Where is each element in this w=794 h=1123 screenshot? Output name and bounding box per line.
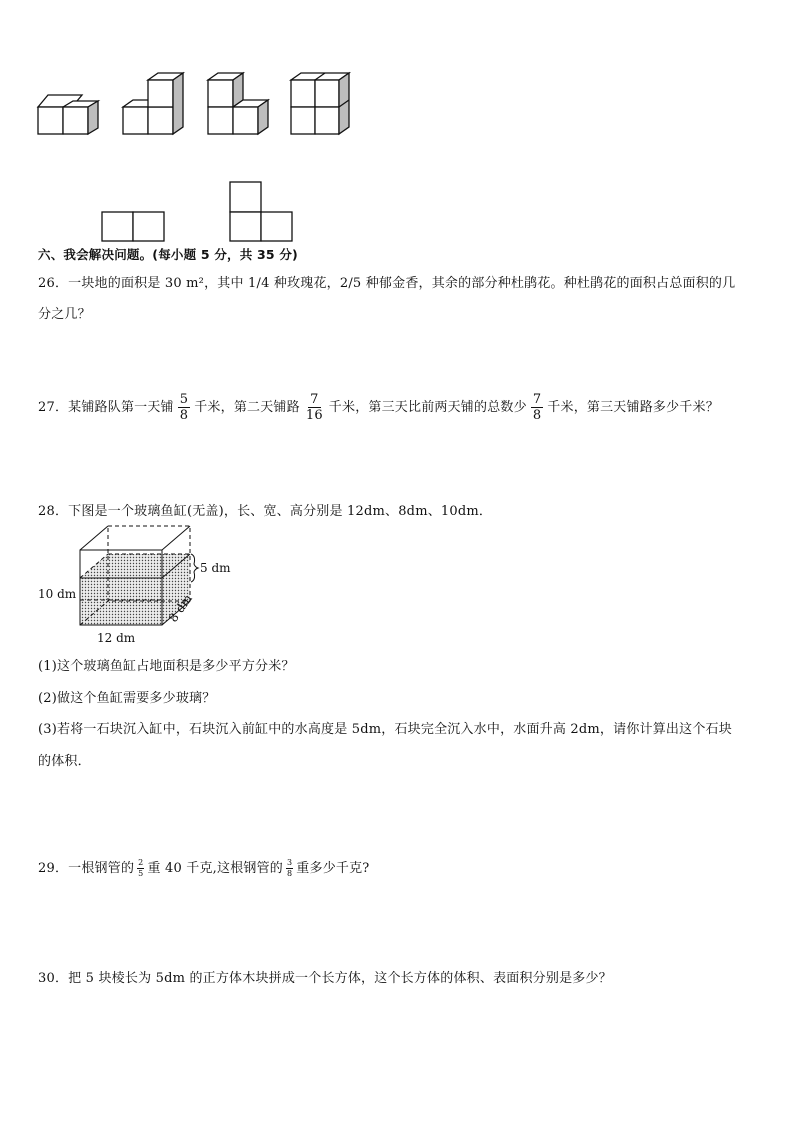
q29-text-2: 重 40 千克,这根钢管的 — [147, 861, 283, 876]
question-28-sub1: (1)这个玻璃鱼缸占地面积是多少平方分米？ — [38, 659, 295, 674]
question-28-sub2: (2)做这个鱼缸需要多少玻璃？ — [38, 691, 216, 706]
q29-text-1: 29．一根钢管的 — [38, 861, 135, 876]
q29-fraction-1: $\frac{2}{5}$ — [138, 858, 144, 878]
cube-figure-b — [123, 73, 183, 134]
q29-text-3: 重多少千克? — [296, 861, 370, 876]
label-width: 8 dm — [165, 591, 195, 625]
section-header: 六、我会解决问题。(每小题 5 分，共 35 分) — [38, 247, 298, 262]
question-26-line1: 26．一块地的面积是 30 m²，其中 1/4 种玫瑰花，2/5 种郁金香，其余的部分种杜鹃花。种杜鹃花的面积占总面积的几 — [38, 276, 736, 291]
label-height: 10 dm — [38, 587, 77, 601]
question-28-intro: 28．下图是一个玻璃鱼缸(无盖)，长、宽、高分别是 12dm、8dm、10dm． — [38, 504, 493, 519]
q27-fraction-3: $\frac{7}{8}$ — [532, 392, 542, 423]
q27-fraction-1: $\frac{5}{8}$ — [179, 392, 189, 423]
question-27 — [38, 393, 719, 422]
fish-tank-figure — [30, 520, 240, 650]
cube-figure-c — [208, 73, 268, 134]
question-28-sub3-line1: (3)若将一石块沉入缸中，石块沉入前缸中的水高度是 5dm，石块完全沉入水中，水面升高 2dm，请你计算出这个石块 — [38, 722, 732, 737]
cube-figure-a — [38, 95, 98, 134]
cube-figure-d — [291, 73, 349, 134]
q27-text-4: 千米，第三天铺路多少千米？ — [547, 400, 719, 415]
q27-text-2: 千米，第二天铺路 — [194, 400, 300, 415]
label-length: 12 dm — [97, 631, 136, 645]
question-30: 30．把 5 块棱长为 5dm 的正方体木块拼成一个长方体，这个长方体的体积、表面积分别是多少？ — [38, 971, 612, 986]
q27-fraction-2: $\frac{7}{16}$ — [305, 392, 323, 423]
q27-text-3: 千米，第三天比前两天铺的总数少 — [328, 400, 527, 415]
question-29 — [38, 857, 369, 878]
label-water-height: 5 dm — [200, 561, 231, 575]
flat-view-two-squares — [102, 212, 164, 241]
cube-figures — [0, 0, 794, 250]
question-28-sub3-line2: 的体积． — [38, 754, 91, 769]
question-26-line2: 分之几？ — [38, 307, 91, 322]
flat-view-l-shape — [230, 182, 292, 241]
q29-fraction-2: $\frac{3}{8}$ — [287, 858, 293, 878]
q27-text-1: 27．某铺路队第一天铺 — [38, 400, 174, 415]
